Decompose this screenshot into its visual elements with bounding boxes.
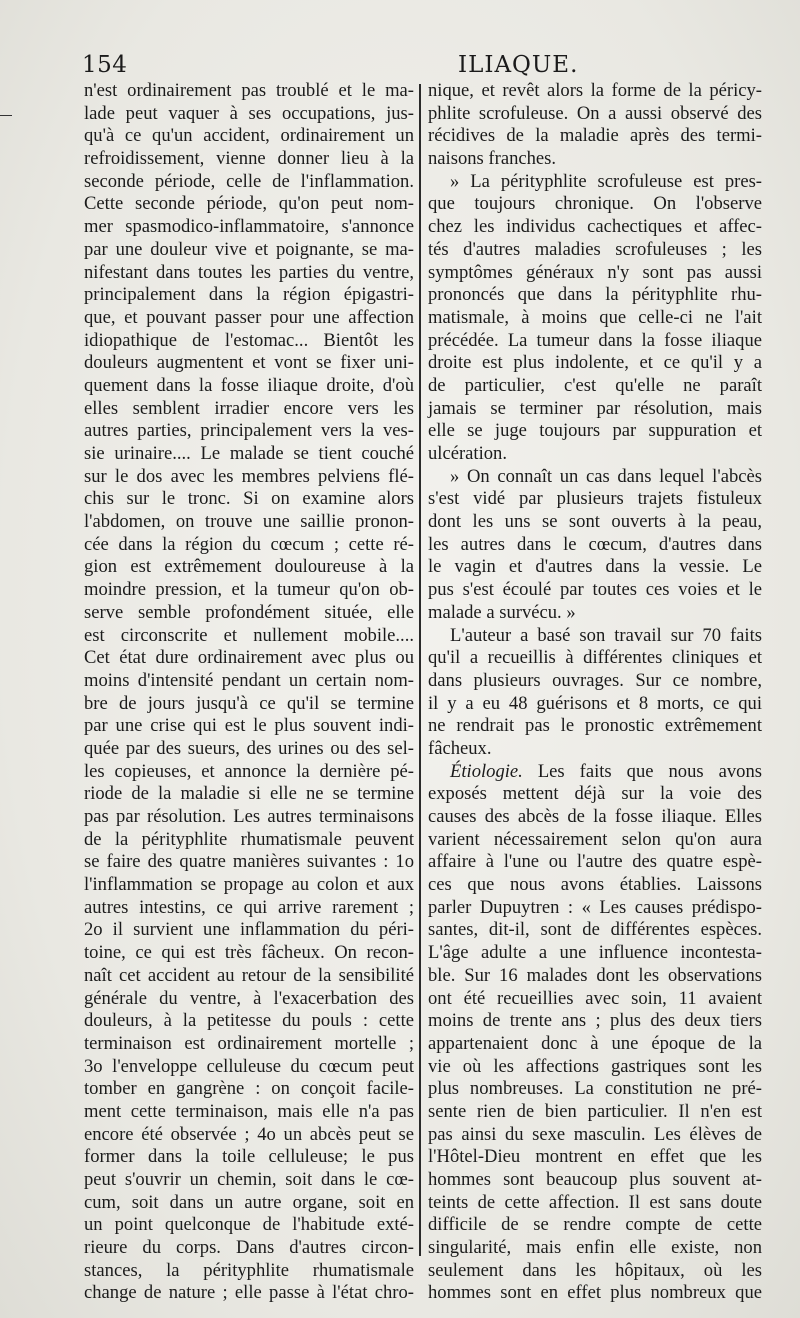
right-column-line: L'âge adulte a une influence incontesta- [428,942,762,964]
left-column-line: mer spasmodico-inflammatoire, s'annonce [84,216,414,238]
right-column-line: symptômes généraux n'y sont pas aussi [428,261,762,283]
right-column-line: dans plusieurs ouvrages. Sur ce nombre, [428,669,762,691]
right-column-line: ble. Sur 16 malades dont les observations [428,964,762,986]
left-column-line: se faire des quatre manières suivantes : 1o [84,851,414,873]
right-column-line: parler Dupuytren : « Les causes prédispo- [428,896,762,918]
left-column-line: les copieuses, et annonce la dernière pé- [84,760,414,782]
right-column-line: récidives de la maladie après des termi- [428,125,762,147]
right-column-line: varient nécessairement selon qu'on aura [428,828,762,850]
right-column-line: santes, dit-il, sont de différentes espèces. [428,919,762,941]
left-column-line: moins d'intensité pendant un certain nom- [84,669,414,691]
right-column-line: L'auteur a basé son travail sur 70 faits [450,624,762,646]
right-column-line: ces que nous avons établies. Laissons [428,874,762,896]
left-column-line: ment cette terminaison, mais elle n'a pas [84,1100,414,1122]
left-column-line: serve semble profondément située, elle [84,601,414,623]
right-column-line: les autres dans le cœcum, d'autres dans [428,533,762,555]
margin-tick [0,115,12,116]
right-column-line: appartenaient donc à une époque de la [428,1032,762,1054]
right-column-line: ne rendrait pas le pronostic extrêmement [428,715,762,737]
left-column-line: autres parties, principalement vers la ves- [84,420,414,442]
left-column [84,80,414,1305]
right-column-line: causes des abcès de la fosse iliaque. Elles [428,806,762,827]
left-column-line: n'est ordinairement pas troublé et le ma- [84,80,414,101]
left-column-line: l'inflammation se propage au colon et aux [84,874,414,896]
right-column-line: » La pérityphlite scrofuleuse est pres- [450,170,762,192]
left-column-line: moindre pression, et la tumeur qu'on ob- [84,579,414,601]
left-column-line: peut s'ouvrir un chemin, soit dans le cœ- [84,1169,414,1190]
left-column-line: stances, la pérityphlite rhumatismale [84,1259,414,1281]
left-column-line: chis sur le tronc. Si on examine alors [84,488,414,510]
right-column-line: de particulier, c'est qu'elle ne paraît [428,374,762,396]
left-column-line: quement dans la fosse iliaque droite, d'où [84,374,414,396]
left-column-line: pas par résolution. Les autres terminaisons [84,806,414,827]
right-column-line: plus nombreuses. La constitution ne pré- [428,1078,762,1100]
right-column-line: phlite scrofuleuse. On a aussi observé des [428,102,762,124]
right-column-line: exposés mettent déjà sur la voie des [428,783,762,805]
left-column-line: nifestant dans toutes les parties du ventre, [84,261,414,283]
left-column-line: sur le dos avec les membres pelviens flé- [84,465,414,487]
right-column-line: dont les uns se sont ouverts à la peau, [428,511,762,533]
left-column-line: rieure du corps. Dans d'autres circon- [84,1237,414,1259]
right-column-line: droite est plus indolente, et ce qu'il y a [428,352,762,374]
right-column-line: précédée. La tumeur dans la fosse iliaque [428,329,762,351]
right-column-line: difficile de se rendre compte de cette [428,1214,762,1236]
left-column-line: Cette seconde période, qu'on peut nom- [84,193,414,215]
left-column-line: douleurs, à la petitesse du pouls : cette [84,1010,414,1032]
left-column-line: idiopathique de l'estomac... Bientôt les [84,329,414,351]
right-column-line: s'est vidé par plusieurs trajets fistuleux [428,488,762,510]
page-number: 154 [82,52,128,78]
left-column-line: terminaison est ordinairement mortelle ; [84,1032,414,1054]
left-column-line: un point quelconque de l'habitude exté- [84,1214,414,1236]
column-divider [419,84,421,1256]
right-column-line: nique, et revêt alors la forme de la péricy- [428,80,762,101]
right-column-line: moins de trente ans ; plus des deux tiers [428,1010,762,1032]
left-column-line: douleurs augmentent et vont se fixer uni- [84,352,414,374]
left-column-line: que, et pouvant passer pour une affection [84,306,414,328]
left-column-line: tomber en gangrène : on conçoit facile- [84,1078,414,1100]
right-column-line: Étiologie. Les faits que nous avons [450,760,762,782]
left-column-line: Cet état dure ordinairement avec plus ou [84,647,414,669]
right-column-line: elle se juge toujours par suppuration et [428,420,762,442]
left-column-line: riode de la maladie si elle ne se termine [84,783,414,805]
right-column-line: hommes sont beaucoup plus souvent at- [428,1169,762,1190]
left-column-line: 3o l'enveloppe celluleuse du cœcum peut [84,1055,414,1077]
left-column-line: par une crise qui est le plus souvent indi- [84,715,414,737]
right-column-line: tés d'autres maladies scrofuleuses ; les [428,238,762,260]
left-column-line: refroidissement, vienne donner lieu à la [84,148,414,170]
right-column-line: l'Hôtel-Dieu montrent en effet que les [428,1146,762,1168]
right-column-line: le vagin et d'autres dans la vessie. Le [428,556,762,578]
left-column-line: cum, soit dans un autre organe, soit en [84,1191,414,1213]
left-column-line: change de nature ; elle passe à l'état chro- [84,1282,414,1304]
running-title: ILIAQUE. [458,52,579,78]
left-column-line: générale du ventre, à l'exacerbation des [84,987,414,1009]
left-column-line: lade peut vaquer à ses occupations, jus- [84,102,414,124]
right-column-line: malade a survécu. » [428,601,576,623]
left-column-line: est circonscrite et nullement mobile.... [84,624,414,646]
left-column-line: naît cet accident au retour de la sensibilité [84,964,414,986]
right-column-line: naisons franches. [428,148,557,170]
left-column-line: former dans la toile celluleuse; le pus [84,1146,414,1168]
right-column-line: singularité, mais enfin elle existe, non [428,1237,762,1259]
right-column-line: qu'il a recueillis à différentes cliniques et [428,647,762,669]
right-column-line: il y a eu 48 guérisons et 8 morts, ce qui [428,692,762,714]
left-column-line: bre de jours jusqu'à ce qu'il se termine [84,692,414,714]
left-column-line: encore été observée ; 4o un abcès peut se [84,1123,414,1145]
right-column-line: matismale, à moins que celle-ci ne l'ait [428,306,762,328]
left-column-line: qu'à ce qu'un accident, ordinairement un [84,125,414,147]
left-column-line: sie urinaire.... Le malade se tient couché [84,443,414,464]
left-column-line: toine, ce qui est très fâcheux. On recon- [84,942,414,964]
right-column-line: prononcés que dans la pérityphlite rhu- [428,284,762,306]
left-column-line: elles semblent irradier encore vers les [84,397,414,419]
right-column-line: ulcération. [428,443,507,464]
right-column-line: chez les individus cachectiques et affec- [428,216,762,238]
left-column-line: seconde période, celle de l'inflammation. [84,170,414,192]
right-column-line: teints de cette affection. Il est sans doute [428,1191,762,1213]
left-column-line: par une douleur vive et poignante, se ma- [84,238,414,260]
left-column-line: principalement dans la région épigastri- [84,284,414,306]
page-header [82,50,762,80]
right-column-line: que toujours chronique. On l'observe [428,193,762,215]
right-column-line: vie où les affections gastriques sont les [428,1055,762,1077]
left-column-line: autres intestins, ce qui arrive rarement ; [84,896,414,918]
right-column-line: seulement dans les hôpitaux, où les [428,1259,762,1281]
right-column [428,80,762,1305]
left-column-line: cée dans la région du cœcum ; cette ré- [84,533,414,555]
right-column-line: jamais se terminer par résolution, mais [428,397,762,419]
right-column-line: affaire à l'une ou l'autre des quatre espè- [428,851,762,873]
left-column-line: 2o il survient une inflammation du péri- [84,919,414,941]
right-column-line: fâcheux. [428,737,492,759]
right-column-line: » On connaît un cas dans lequel l'abcès [450,465,762,487]
left-column-line: gion est extrêmement douloureuse à la [84,556,414,578]
right-column-line: sente rien de bien particulier. Il n'en est [428,1100,762,1122]
right-column-line: pus s'est écoulé par toutes ces voies et le [428,579,762,601]
left-column-line: de la pérityphlite rhumatismale peuvent [84,828,414,850]
left-column-line: l'abdomen, on trouve une saillie pronon- [84,511,414,533]
right-column-line: hommes sont en effet plus nombreux que [428,1282,762,1304]
right-column-line: ont été recueillies avec soin, 11 avaient [428,987,762,1009]
right-column-line: pas ainsi du sexe masculin. Les élèves de [428,1123,762,1145]
left-column-line: quée par des sueurs, des urines ou des sel- [84,737,414,759]
